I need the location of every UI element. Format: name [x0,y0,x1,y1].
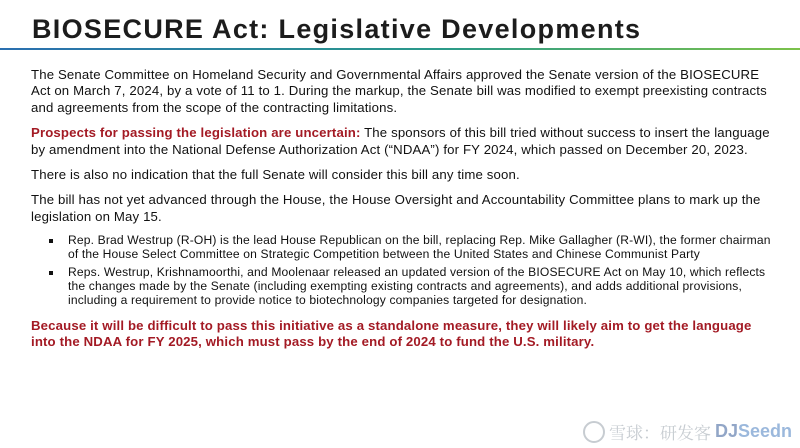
paragraph-prospects [31,125,771,158]
closing-statement: Because it will be difficult to pass this initiative as a standalone measure, they will likely aim to get the language into the NDAA for FY 2025, which must pass by the end of 2024 to fund the U.S. military. [31,317,752,350]
bullet-text: Rep. Brad Westrup (R-OH) is the lead House Republican on the bill, replacing Rep. Mike Gallagher (R-WI), the former chairman of the House Select Committee on Strategic Competition between the United States and Chinese Communist Party [68,233,771,262]
bullet-item [49,266,771,308]
bullet-item [49,234,771,262]
brand-prefix: DJ [714,421,738,441]
snowball-logo-icon [583,421,605,443]
brand-suffix: Seedn [737,421,792,441]
slide-title: BIOSECURE Act: Legislative Developments [32,14,642,44]
watermark-brand [715,421,792,442]
paragraph-senate-approval: The Senate Committee on Homeland Security and Governmental Affairs approved the Senate version of the BIOSECURE Act on March 7, 2024, by a vote of 11 to 1. During the markup, the Senate bill was modified to exempt preexisting contracts and agreements from the scope of the contracting limitations. [31,67,767,115]
watermark [583,419,792,444]
slide-body [31,67,771,364]
prospects-text: The sponsors of this bill tried without success to insert the language by amendment into the National Defense Authorization Act (“NDAA”) for FY 2024, which passed on December 20, 2023. [31,125,770,157]
bullet-square-icon [49,271,53,275]
bullet-list [31,234,771,308]
paragraph-house-status: The bill has not yet advanced through the House, the House Oversight and Accountability Committee plans to mark up the legislation on May 15. [31,192,761,224]
paragraph-full-senate: There is also no indication that the full Senate will consider this bill any time soon. [31,167,520,183]
watermark-text: 雪球：研发客 [608,424,711,443]
title-divider [0,48,800,50]
bullet-text: Reps. Westrup, Krishnamoorthi, and Moolenaar released an updated version of the BIOSECURE Act on May 10, which reflects the changes made by the Senate (including exempting existing contracts and agreements), and adds additional provisions, including a requirement to provide notice to biotechnology companies targeted for designation. [68,265,766,307]
prospects-highlight: Prospects for passing the legislation are uncertain: [31,125,361,141]
bullet-square-icon [49,239,53,243]
